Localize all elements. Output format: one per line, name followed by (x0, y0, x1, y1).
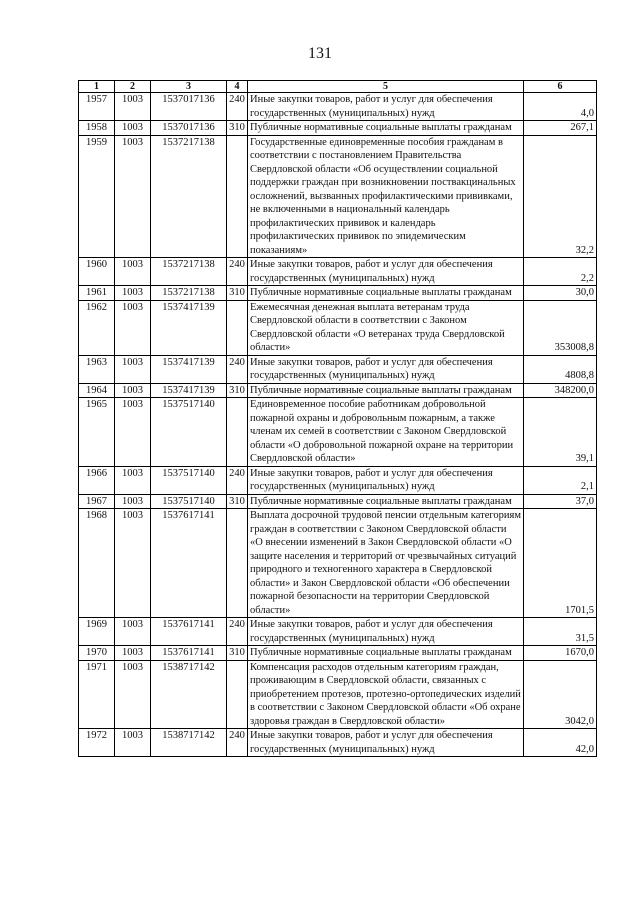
table-row (79, 618, 597, 646)
row-number: 1962 (79, 300, 115, 355)
expense-name: Иные закупки товаров, работ и услуг для обеспечения государственных (муниципальных) нужд (248, 258, 524, 286)
expense-type-code: 310 (227, 646, 248, 661)
row-number: 1960 (79, 258, 115, 286)
table-row (79, 509, 597, 618)
section-code: 1003 (115, 286, 151, 301)
section-code: 1003 (115, 660, 151, 729)
section-code: 1003 (115, 646, 151, 661)
column-header: 4 (227, 81, 248, 93)
expense-type-code (227, 300, 248, 355)
expense-type-code: 240 (227, 355, 248, 383)
budget-table (78, 80, 597, 757)
section-code: 1003 (115, 398, 151, 467)
amount: 31,5 (524, 618, 597, 646)
expense-type-code (227, 135, 248, 258)
section-code: 1003 (115, 93, 151, 121)
target-article-code: 1537217138 (151, 286, 227, 301)
amount: 2,2 (524, 258, 597, 286)
target-article-code: 1537617141 (151, 509, 227, 618)
expense-name: Публичные нормативные социальные выплаты гражданам (248, 646, 524, 661)
row-number: 1964 (79, 383, 115, 398)
row-number: 1958 (79, 121, 115, 136)
expense-type-code: 310 (227, 121, 248, 136)
section-code: 1003 (115, 300, 151, 355)
amount: 32,2 (524, 135, 597, 258)
expense-name: Выплата досрочной трудовой пенсии отдельным категориям граждан в соответствии с Законом Свердловской области «О внесении изменений в Закон Свердловской области «О защите населения и территорий от чрезвычайных ситуаций природного и техногенного характера в Свердловской области» и Закон Свердловской области «Об обеспечении пожарной безопасности на территории Свердловской области» (248, 509, 524, 618)
expense-name: Публичные нормативные социальные выплаты гражданам (248, 286, 524, 301)
section-code: 1003 (115, 121, 151, 136)
table-row (79, 646, 597, 661)
target-article-code: 1537617141 (151, 646, 227, 661)
row-number: 1957 (79, 93, 115, 121)
row-number: 1959 (79, 135, 115, 258)
section-code: 1003 (115, 383, 151, 398)
table-header-row (79, 81, 597, 93)
expense-name: Иные закупки товаров, работ и услуг для обеспечения государственных (муниципальных) нужд (248, 466, 524, 494)
target-article-code: 1538717142 (151, 729, 227, 757)
expense-type-code: 240 (227, 93, 248, 121)
section-code: 1003 (115, 258, 151, 286)
target-article-code: 1537617141 (151, 618, 227, 646)
amount: 37,0 (524, 494, 597, 509)
column-header: 5 (248, 81, 524, 93)
section-code: 1003 (115, 494, 151, 509)
expense-name: Иные закупки товаров, работ и услуг для обеспечения государственных (муниципальных) нужд (248, 618, 524, 646)
target-article-code: 1537017136 (151, 121, 227, 136)
expense-name: Иные закупки товаров, работ и услуг для обеспечения государственных (муниципальных) нужд (248, 729, 524, 757)
section-code: 1003 (115, 135, 151, 258)
row-number: 1971 (79, 660, 115, 729)
page-number: 131 (308, 45, 332, 62)
section-code: 1003 (115, 466, 151, 494)
table-row (79, 93, 597, 121)
table-row (79, 729, 597, 757)
amount: 4808,8 (524, 355, 597, 383)
expense-name: Публичные нормативные социальные выплаты гражданам (248, 494, 524, 509)
expense-type-code: 240 (227, 258, 248, 286)
expense-type-code: 310 (227, 494, 248, 509)
row-number: 1965 (79, 398, 115, 467)
section-code: 1003 (115, 509, 151, 618)
target-article-code: 1538717142 (151, 660, 227, 729)
amount: 1670,0 (524, 646, 597, 661)
table-row (79, 660, 597, 729)
table-row (79, 300, 597, 355)
table-row (79, 398, 597, 467)
expense-name: Публичные нормативные социальные выплаты гражданам (248, 121, 524, 136)
expense-type-code (227, 398, 248, 467)
row-number: 1961 (79, 286, 115, 301)
expense-name: Иные закупки товаров, работ и услуг для обеспечения государственных (муниципальных) нужд (248, 355, 524, 383)
row-number: 1967 (79, 494, 115, 509)
amount: 39,1 (524, 398, 597, 467)
expense-name: Ежемесячная денежная выплата ветеранам труда Свердловской области в соответствии с Законом Свердловской области «О ветеранах труда Свердловской области» (248, 300, 524, 355)
amount: 3042,0 (524, 660, 597, 729)
section-code: 1003 (115, 618, 151, 646)
amount: 42,0 (524, 729, 597, 757)
column-header: 2 (115, 81, 151, 93)
row-number: 1966 (79, 466, 115, 494)
expense-type-code: 310 (227, 286, 248, 301)
amount: 30,0 (524, 286, 597, 301)
amount: 348200,0 (524, 383, 597, 398)
target-article-code: 1537217138 (151, 258, 227, 286)
amount: 353008,8 (524, 300, 597, 355)
target-article-code: 1537517140 (151, 398, 227, 467)
row-number: 1972 (79, 729, 115, 757)
target-article-code: 1537017136 (151, 93, 227, 121)
expense-name: Единовременное пособие работникам добровольной пожарной охраны и добровольным пожарным, а также членам их семей в соответствии с Законом Свердловской области «О добровольной пожарной охране на территории Свердловской области» (248, 398, 524, 467)
target-article-code: 1537417139 (151, 355, 227, 383)
expense-type-code: 240 (227, 618, 248, 646)
table-row (79, 121, 597, 136)
amount: 1701,5 (524, 509, 597, 618)
column-header: 3 (151, 81, 227, 93)
amount: 4,0 (524, 93, 597, 121)
expense-type-code: 240 (227, 466, 248, 494)
expense-name: Публичные нормативные социальные выплаты гражданам (248, 383, 524, 398)
expense-type-code (227, 509, 248, 618)
expense-name: Компенсация расходов отдельным категориям граждан, проживающим в Свердловской области, связанных с приобретением протезов, протезно-ортопедических изделий в соответствии с Законом Свердловской области «Об охране здоровья граждан в Свердловской области» (248, 660, 524, 729)
target-article-code: 1537517140 (151, 466, 227, 494)
expense-type-code (227, 660, 248, 729)
row-number: 1969 (79, 618, 115, 646)
table-row (79, 494, 597, 509)
row-number: 1963 (79, 355, 115, 383)
amount: 267,1 (524, 121, 597, 136)
table-row (79, 383, 597, 398)
expense-type-code: 310 (227, 383, 248, 398)
column-header: 1 (79, 81, 115, 93)
table-row (79, 466, 597, 494)
target-article-code: 1537417139 (151, 300, 227, 355)
row-number: 1970 (79, 646, 115, 661)
table-row (79, 355, 597, 383)
table-row (79, 135, 597, 258)
expense-name: Иные закупки товаров, работ и услуг для обеспечения государственных (муниципальных) нужд (248, 93, 524, 121)
expense-name: Государственные единовременные пособия гражданам в соответствии с постановлением Правительства Свердловской области «Об осуществлении социальной поддержки граждан при возникновении поствакцинальных осложнений, вызванных профилактическими прививками, не включенными в национальный календарь профилактических прививок и календарь профилактических прививок по эпидемическим показаниям» (248, 135, 524, 258)
section-code: 1003 (115, 729, 151, 757)
target-article-code: 1537417139 (151, 383, 227, 398)
row-number: 1968 (79, 509, 115, 618)
column-header: 6 (524, 81, 597, 93)
section-code: 1003 (115, 355, 151, 383)
target-article-code: 1537217138 (151, 135, 227, 258)
amount: 2,1 (524, 466, 597, 494)
table-row (79, 258, 597, 286)
target-article-code: 1537517140 (151, 494, 227, 509)
expense-type-code: 240 (227, 729, 248, 757)
table-row (79, 286, 597, 301)
